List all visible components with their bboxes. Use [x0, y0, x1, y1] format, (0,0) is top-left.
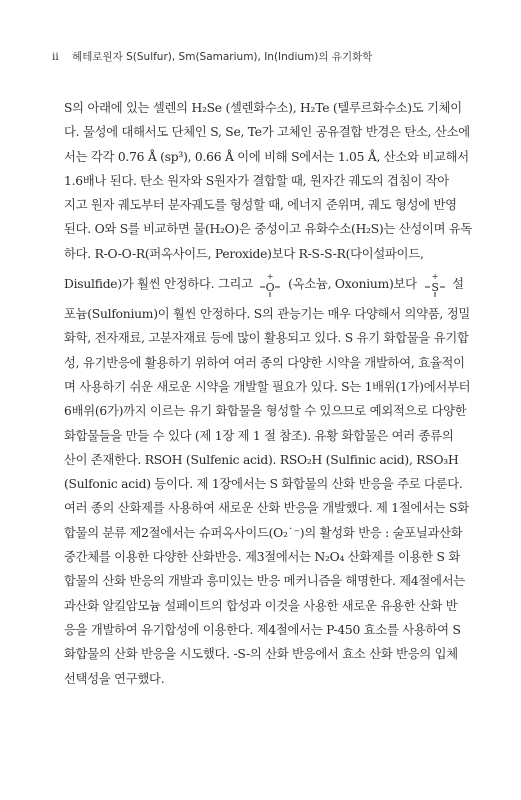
text-line: 여러 종의 산화제를 사용하여 새로운 산화 반응을 개발했다. 제 1절에서는 S화: [64, 501, 469, 516]
text-line: 며 사용하기 쉬운 새로운 시약을 개발할 필요가 있다. S는 1배위(1가)에서부터: [64, 379, 471, 394]
text-line: (Sulfonic acid) 등이다. 제 1장에서는 S 화합물의 산화 반응을 주로 다룬다.: [64, 477, 463, 492]
text-line: 성, 유기반응에 활용하기 위하여 여러 종의 다양한 시약을 개발하여, 효율적이: [64, 355, 465, 370]
text-line: 응을 개발하여 유기합성에 이용한다. 제4절에서는 P-450 효소를 사용하여 S: [64, 622, 461, 637]
text-fragment: 설: [452, 277, 464, 292]
text-line: 다. 물성에 대해서도 단체인 S, Se, Te가 고체인 공유결합 반경은 탄소, 산소에: [64, 125, 470, 140]
text-fragment: (옥소늄, Oxonium)보다: [288, 277, 417, 292]
text-line: S의 아래에 있는 셀렌의 H₂Se (셀렌화수소), H₂Te (텔루르화수소)도 기체이: [64, 101, 462, 115]
sulfonium-charge: +: [431, 271, 438, 281]
running-header: [52, 49, 481, 64]
text-line-with-structures: [64, 266, 474, 302]
text-line: 지고 원자 궤도부터 분자궤도를 형성할 때, 에너지 준위며, 궤도 형성에 반영: [64, 198, 457, 213]
text-line: 화합물의 산화 반응을 시도했다. -S-의 산화 반응에서 효소 산화 반응의 입체: [64, 647, 458, 662]
page-number: ii: [52, 51, 59, 63]
text-line: 된다. O와 S를 비교하면 물(H₂O)은 중성이고 유화수소(H₂S)는 산성이며 유독: [64, 222, 473, 237]
oxonium-atom: O: [266, 280, 275, 294]
sulfonium-atom: S: [430, 280, 439, 294]
sulfonium-structure: [424, 272, 446, 298]
text-line: 산이 존재한다. RSOH (Sulfenic acid). RSO₂H (Sulfinic acid), RSO₃H: [64, 452, 459, 467]
text-line: 화학, 전자재료, 고분자재료 등에 많이 활용되고 있다. S 유기 화합물을 유기합: [64, 331, 469, 346]
text-fragment: Disulfide)가 훨씬 안정하다. 그리고: [64, 277, 253, 292]
text-line: 하다. R-O-O-R(퍼옥사이드, Peroxide)보다 R-S-S-R(다이설파이드,: [64, 246, 424, 261]
body-paragraph: [64, 96, 474, 691]
text-line: 화합물들을 만들 수 있다 (제 1장 제 1 절 참조). 유황 화합물은 여러 종류의: [64, 428, 454, 443]
running-title: 헤테로원자 S(Sulfur), Sm(Samarium), In(Indium)의 유기화학: [72, 51, 373, 63]
oxonium-charge: +: [267, 271, 274, 281]
text-line: 6배위(6가)까지 이르는 유기 화합물을 형성할 수 있으므로 예외적으로 다양한: [64, 404, 467, 419]
text-line: 중간체를 이용한 다양한 산화반응. 제3절에서는 N₂O₄ 산화제를 이용한 S 화: [64, 550, 461, 565]
oxonium-structure: [259, 272, 281, 298]
text-line: 1.6배나 된다. 탄소 원자와 S원자가 결합할 때, 원자간 궤도의 겹침이 작아: [64, 173, 449, 188]
text-line: 포늄(Sulfonium)이 훨씬 안정하다. S의 관능기는 매우 다양해서 의약품, 정밀: [64, 307, 470, 322]
text-line: 합물의 산화 반응의 개발과 흥미있는 반응 메커니즘을 해명한다. 제4절에서는: [64, 574, 465, 589]
text-line: 합물의 분류 제2절에서는 슈퍼옥사이드(O₂˙⁻)의 활성화 반응 : 술포닐과산화: [64, 525, 463, 540]
text-line: 서는 각각 0.76 Å (sp³), 0.66 Å 이에 비해 S에서는 1.05 Å, 산소와 비교해서: [64, 149, 469, 164]
text-line: 과산화 알킬암모늄 설페이트의 합성과 이것을 사용한 새로운 유용한 산화 반: [64, 598, 458, 613]
text-line: 선택성을 연구했다.: [64, 671, 165, 686]
